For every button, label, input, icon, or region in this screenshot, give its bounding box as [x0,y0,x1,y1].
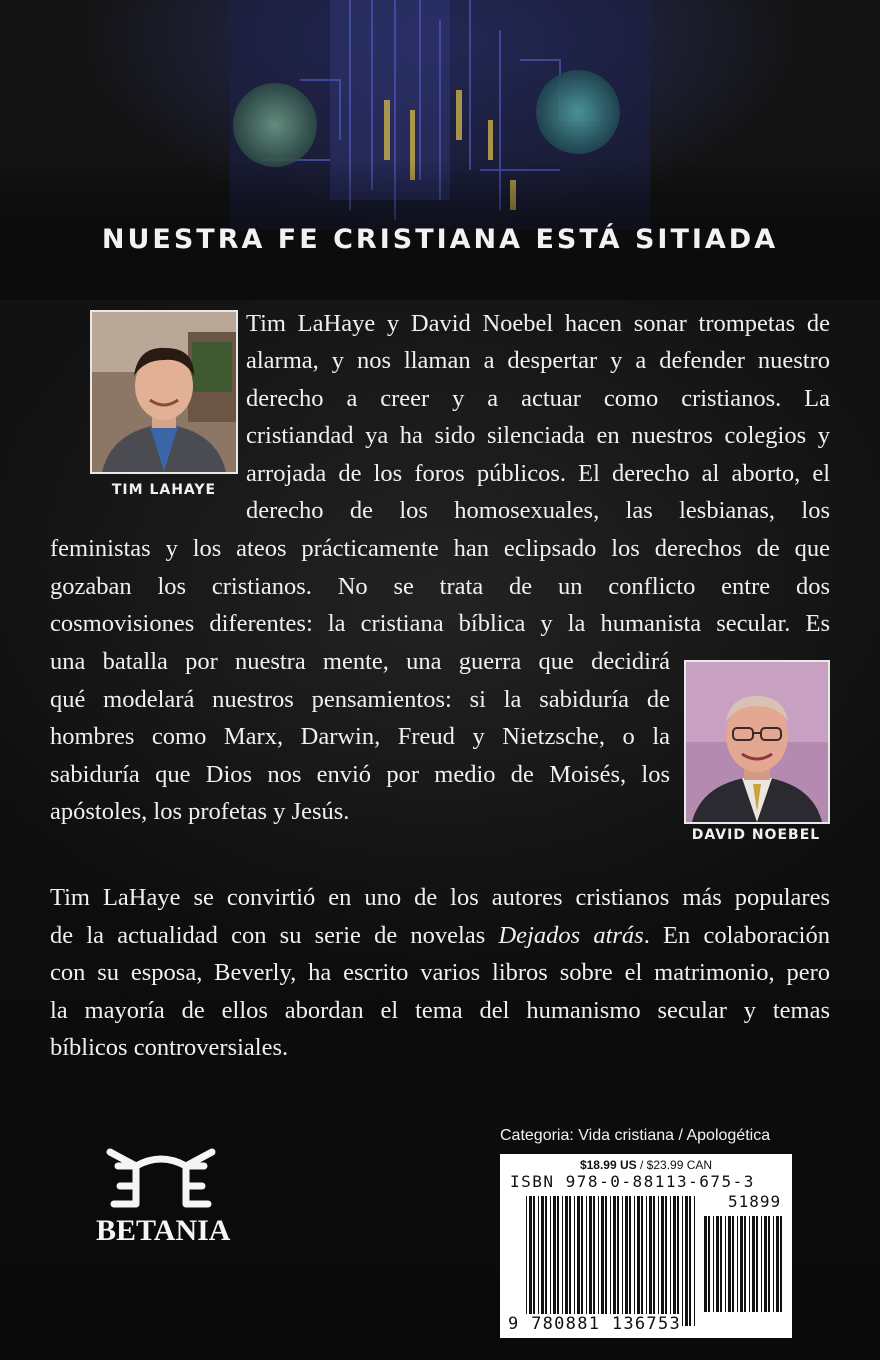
barcode-bar [689,1196,691,1326]
barcode-bar [752,1216,755,1312]
bio-text: . En colaboración [643,922,830,949]
isbn-label: ISBN 978-0-88113-675-3 [510,1172,755,1191]
barcode-bar [598,1196,599,1326]
bio-line: la mayoría de ellos abordan el tema del humanismo secular y temas [50,997,830,1024]
barcode-bar [673,1196,676,1326]
barcode-bar [641,1196,643,1326]
circuit-artwork [0,0,880,300]
barcode-bar [713,1216,714,1312]
bio-line: bíblicos controversiales. [50,1034,289,1061]
barcode-bar [565,1196,568,1326]
bio-line: Tim LaHaye se convirtió en uno de los autores cristianos más populares [50,884,830,911]
david-noebel-photo [684,660,830,824]
paragraph-line: qué modelará nuestros pensamientos: si la sabiduría de [50,686,670,713]
david-noebel-caption: DAVID NOEBEL [691,827,821,843]
barcode-bar [694,1196,695,1326]
tim-lahaye-caption: TIM LAHAYE [111,482,217,498]
barcode-bar [545,1196,547,1326]
barcode-bar [658,1196,659,1326]
barcode-bar [708,1216,710,1312]
barcode-bar [593,1196,595,1326]
barcode-bar [622,1196,623,1326]
barcode-bar [773,1216,774,1312]
barcode-bar [569,1196,571,1326]
barcode-bar [529,1196,532,1326]
barcode-bar [682,1196,683,1326]
barcode-bar [637,1196,640,1326]
barcode-bar [610,1196,611,1326]
barcode-bar [749,1216,750,1312]
barcode-bar [581,1196,583,1326]
paragraph-line: cosmovisiones diferentes: la cristiana bíblica y la humanista secular. Es [50,610,830,637]
barcode-bar [541,1196,544,1326]
barcode-bar [653,1196,655,1326]
paragraph-line: derecho a creer y a actuar como cristianos. La [246,385,830,412]
barcode-bar [617,1196,619,1326]
barcode-bar [768,1216,770,1312]
barcode-bar [625,1196,628,1326]
barcode-bar [538,1196,539,1326]
barcode-bar [586,1196,587,1326]
barcode-bar [589,1196,592,1326]
bio-line [50,917,830,955]
paragraph-line: feministas y los ateos prácticamente han eclipsado los derechos de que [50,535,830,562]
price-code: 51899 [728,1192,782,1211]
paragraph-line: hombres como Marx, Darwin, Freud y Nietzsche, o la [50,723,670,750]
barcode-bar [764,1216,767,1312]
barcode-bar [634,1196,635,1326]
barcode-bar [685,1196,688,1326]
barcode-icon [500,1154,792,1338]
price-us: $18.99 US [579,1158,637,1172]
barcode-bar [601,1196,604,1326]
barcode-bar [649,1196,652,1326]
barcode-bar [780,1216,782,1312]
barcode-bar [574,1196,575,1326]
barcode-bar [629,1196,631,1326]
barcode-bar [670,1196,671,1326]
paragraph-line: sabiduría que Dios nos envió por medio de Moisés, los [50,761,670,788]
bio-text: de la actualidad con su serie de novelas [50,922,499,949]
ean-digits: 9 780881 136753 [508,1314,682,1334]
barcode-bar [557,1196,559,1326]
barcode-bar [533,1196,535,1326]
barcode-bar [732,1216,734,1312]
barcode-bar [646,1196,647,1326]
barcode-bar [562,1196,563,1326]
barcode-bar [756,1216,758,1312]
barcode-bar [761,1216,762,1312]
barcode-bar [605,1196,607,1326]
barcode-bar [553,1196,556,1326]
barcode-bar [725,1216,726,1312]
barcode-bar [716,1216,719,1312]
paragraph-line: cristiandad ya ha sido silenciada en nuestros colegios y [246,422,830,449]
barcode-bar [613,1196,616,1326]
barcode-bar [737,1216,738,1312]
barcode-bar [720,1216,722,1312]
publisher-name: BETANIA [96,1214,231,1247]
barcode-bar [526,1196,527,1326]
barcode-bar [740,1216,743,1312]
paragraph-line: derecho de los homosexuales, las lesbianas, los [246,497,830,524]
barcode-bar [550,1196,551,1326]
paragraph-line: una batalla por nuestra mente, una guerra que decidirá [50,648,670,675]
barcode-bar [661,1196,664,1326]
paragraph-line: Tim LaHaye y David Noebel hacen sonar trompetas de [246,310,830,337]
barcode-box [500,1154,792,1338]
paragraph-line: gozaban los cristianos. No se trata de un conflicto entre dos [50,573,830,600]
bio-line: con su esposa, Beverly, ha escrito varios libros sobre el matrimonio, pero [50,959,830,986]
barcode-bar [776,1216,779,1312]
series-title: Dejados atrás [498,922,644,949]
barcode-bar [577,1196,580,1326]
headline: NUESTRA FE CRISTIANA ESTÁ SITIADA [101,224,779,255]
tim-lahaye-photo [90,310,238,474]
barcode-bar [728,1216,731,1312]
barcode-bar [704,1216,707,1312]
paragraph-line: alarma, y nos llaman a despertar y a defender nuestro [246,347,830,374]
barcode-bar [677,1196,679,1326]
price-can: / $23.99 CAN [636,1158,713,1172]
barcode-bar [744,1216,746,1312]
paragraph-line: apóstoles, los profetas y Jesús. [50,798,350,825]
barcode-bar [665,1196,667,1326]
category-label: Categoria: Vida cristiana / Apologética [500,1127,771,1144]
paragraph-line: arrojada de los foros públicos. El derecho al aborto, el [246,460,830,487]
